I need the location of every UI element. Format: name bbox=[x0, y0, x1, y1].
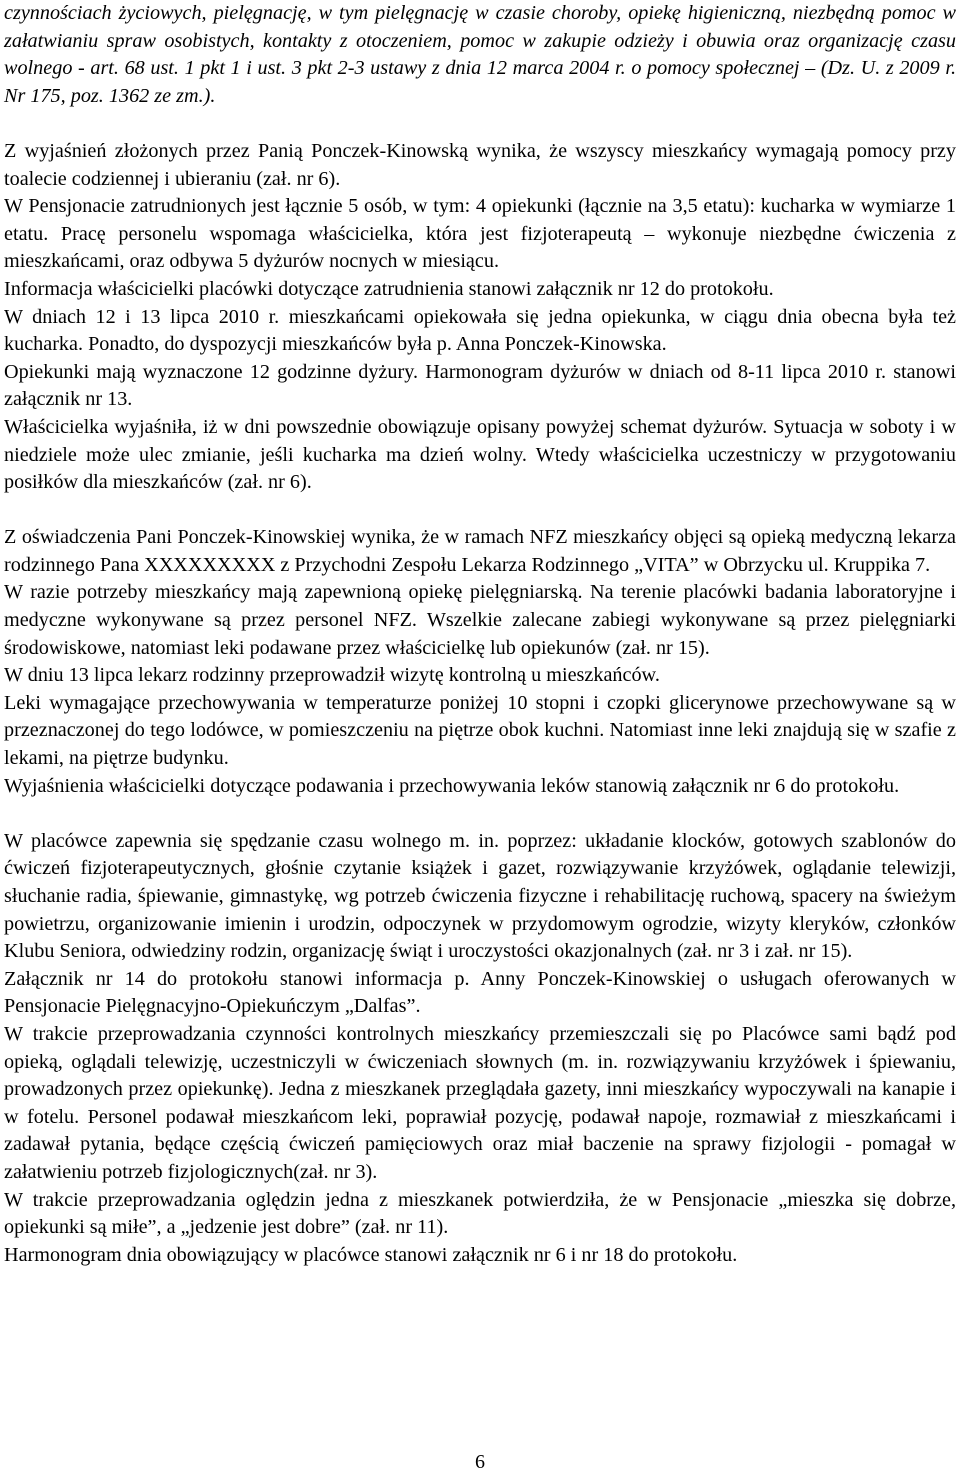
paragraph-residents-needs: Z wyjaśnień złożonych przez Panią Ponczek-Kinowską wynika, że wszyscy mieszkańcy wymagają pomocy przy toalecie codziennej i ubieraniu (zał. nr 6). bbox=[4, 139, 956, 190]
paragraph-resident-opinion: W trakcie przeprowadzania oględzin jedna z mieszkanek potwierdziła, że w Pensjonacie „mieszka się dobrze, opiekunki są miłe”, a „jedzenie jest dobre” (zał. nr 11). bbox=[4, 1188, 956, 1239]
paragraph-owner-explanation: Właścicielka wyjaśniła, iż w dni powszednie obowiązuje opisany powyżej schemat dyżurów. Sytuacja w soboty i w niedziele może ulec zmianie, jeśli kucharka ma dzień wolny. Wtedy właścicielka uczestniczy w przygotowaniu posiłków dla mieszkańców (zał. nr 6). bbox=[4, 415, 956, 494]
paragraph-medical-care: Z oświadczenia Pani Ponczek-Kinowskiej wynika, że w ramach NFZ mieszkańcy objęci są opieką medyczną lekarza rodzinnego Pana XXXXXXXXX z Przychodni Zespołu Lekarza Rodzinnego „VITA” w Obrzycku ul. Kruppika 7. bbox=[4, 526, 956, 576]
paragraph-daily-schedule: Harmonogram dnia obowiązujący w placówce stanowi załącznik nr 6 i nr 18 do protokołu. bbox=[4, 1243, 738, 1266]
paragraph-employment-info: Informacja właścicielki placówki dotyczące zatrudnienia stanowi załącznik nr 12 do protokołu. bbox=[4, 277, 774, 300]
paragraph-medicine-attachment: Wyjaśnienia właścicielki dotyczące podawania i przechowywania leków stanowią załącznik nr 6 do protokołu. bbox=[4, 774, 900, 797]
page-number: 6 bbox=[475, 1451, 485, 1473]
paragraph-shifts: Opiekunki mają wyznaczone 12 godzinne dyżury. Harmonogram dyżurów w dniach od 8-11 lipca 2010 r. stanowi załącznik nr 13. bbox=[4, 360, 956, 411]
paragraph-july-care: W dniach 12 i 13 lipca 2010 r. mieszkańcami opiekowała się jedna opiekunka, w ciągu dnia obecna była też kucharka. Ponadto, do dyspozycji mieszkańców była p. Anna Ponczek-Kinowska. bbox=[4, 305, 956, 356]
paragraph-nursing: W razie potrzeby mieszkańcy mają zapewnioną opiekę pielęgniarską. Na terenie placówki badania laboratoryjne i medyczne wykonywane są przez personel NFZ. Wszelkie zalecane zabiegi wykonywane są przez pielęgniarki środowiskowe, natomiast leki podawane przez właścicielkę lub opiekunów (zał. nr 15). bbox=[4, 581, 956, 659]
paragraph-legal-basis: czynnościach życiowych, pielęgnację, w tym pielęgnację w czasie choroby, opiekę higieniczną, niezbędną pomoc w załatwianiu spraw osobistych, kontakty z otoczeniem, pomoc w zakupie odzieży i obuwia oraz organizację czasu wolnego - art. 68 ust. 1 pkt 1 i ust. 3 pkt 2-3 ustawy z dnia 12 marca 2004 r. o pomocy społecznej – (Dz. U. z 2009 r. Nr 175, poz. 1362 ze zm.). bbox=[4, 2, 956, 107]
paragraph-inspection-activities: W trakcie przeprowadzania czynności kontrolnych mieszkańcy przemieszczali się po Placówce sami bądź pod opieką, oglądali telewizję, uczestniczyli w ćwiczeniach słownych (m. in. rozwiązywaniu krzyżówek i śpiewaniu, prowadzonych przez opiekunkę). Jedna z mieszkanek przeglądała gazety, inni mieszkańcy wypoczywali na kanapie i w fotelu. Personel podawał mieszkańcom leki, poprawiał pozycję, podawał napoje, rozmawiał z mieszkańcami i zadawał pytania, będące częścią ćwiczeń pamięciowych oraz miał baczenie na sprawy fizjologii - pomagał w załatwieniu potrzeb fizjologicznych(zał. nr 3). bbox=[4, 1022, 956, 1183]
paragraph-free-time: W placówce zapewnia się spędzanie czasu wolnego m. in. poprzez: układanie klocków, gotowych szablonów do ćwiczeń fizjoterapeutycznych, głośnie czytanie książek i gazet, rozwiązywanie krzyżówek, oglądanie telewizji, słuchanie radia, śpiewanie, gimnastykę, wg potrzeb ćwiczenia fizyczne i rehabilitację ruchową, spacery na świeżym powietrzu, organizowanie imienin i urodzin, odpoczynek w przydomowym ogrodzie, wizyty kleryków, członków Klubu Seniora, odwiedziny rodzin, organizację świąt i uroczystości okazjonalnych (zał. nr 3 i zał. nr 15). bbox=[4, 829, 956, 963]
document-page bbox=[4, 0, 956, 1269]
paragraph-attachment-14: Załącznik nr 14 do protokołu stanowi informacja p. Anny Ponczek-Kinowskiej o usługach oferowanych w Pensjonacie Pielęgnacyjno-Opiekuńczym „Dalfas”. bbox=[4, 967, 956, 1018]
paragraph-staff: W Pensjonacie zatrudnionych jest łącznie 5 osób, w tym: 4 opiekunki (łącznie na 3,5 etatu): kucharka w wymiarze 1 etatu. Pracę personelu wspomaga właścicielka, która jest fizjoterapeutą – wykonuje niezbędne ćwiczenia z mieszkańcami, oraz odbywa 5 dyżurów nocnych w miesiącu. bbox=[4, 195, 956, 273]
paragraph-doctor-visit: W dniu 13 lipca lekarz rodzinny przeprowadził wizytę kontrolną u mieszkańców. bbox=[4, 664, 660, 687]
paragraph-medicine-storage: Leki wymagające przechowywania w temperaturze poniżej 10 stopni i czopki glicerynowe przechowywane są w przeznaczonej do tego lodówce, w pomieszczeniu na piętrze obok kuchni. Natomiast inne leki znajdują się w szafie z lekami, na piętrze budynku. bbox=[4, 691, 956, 770]
